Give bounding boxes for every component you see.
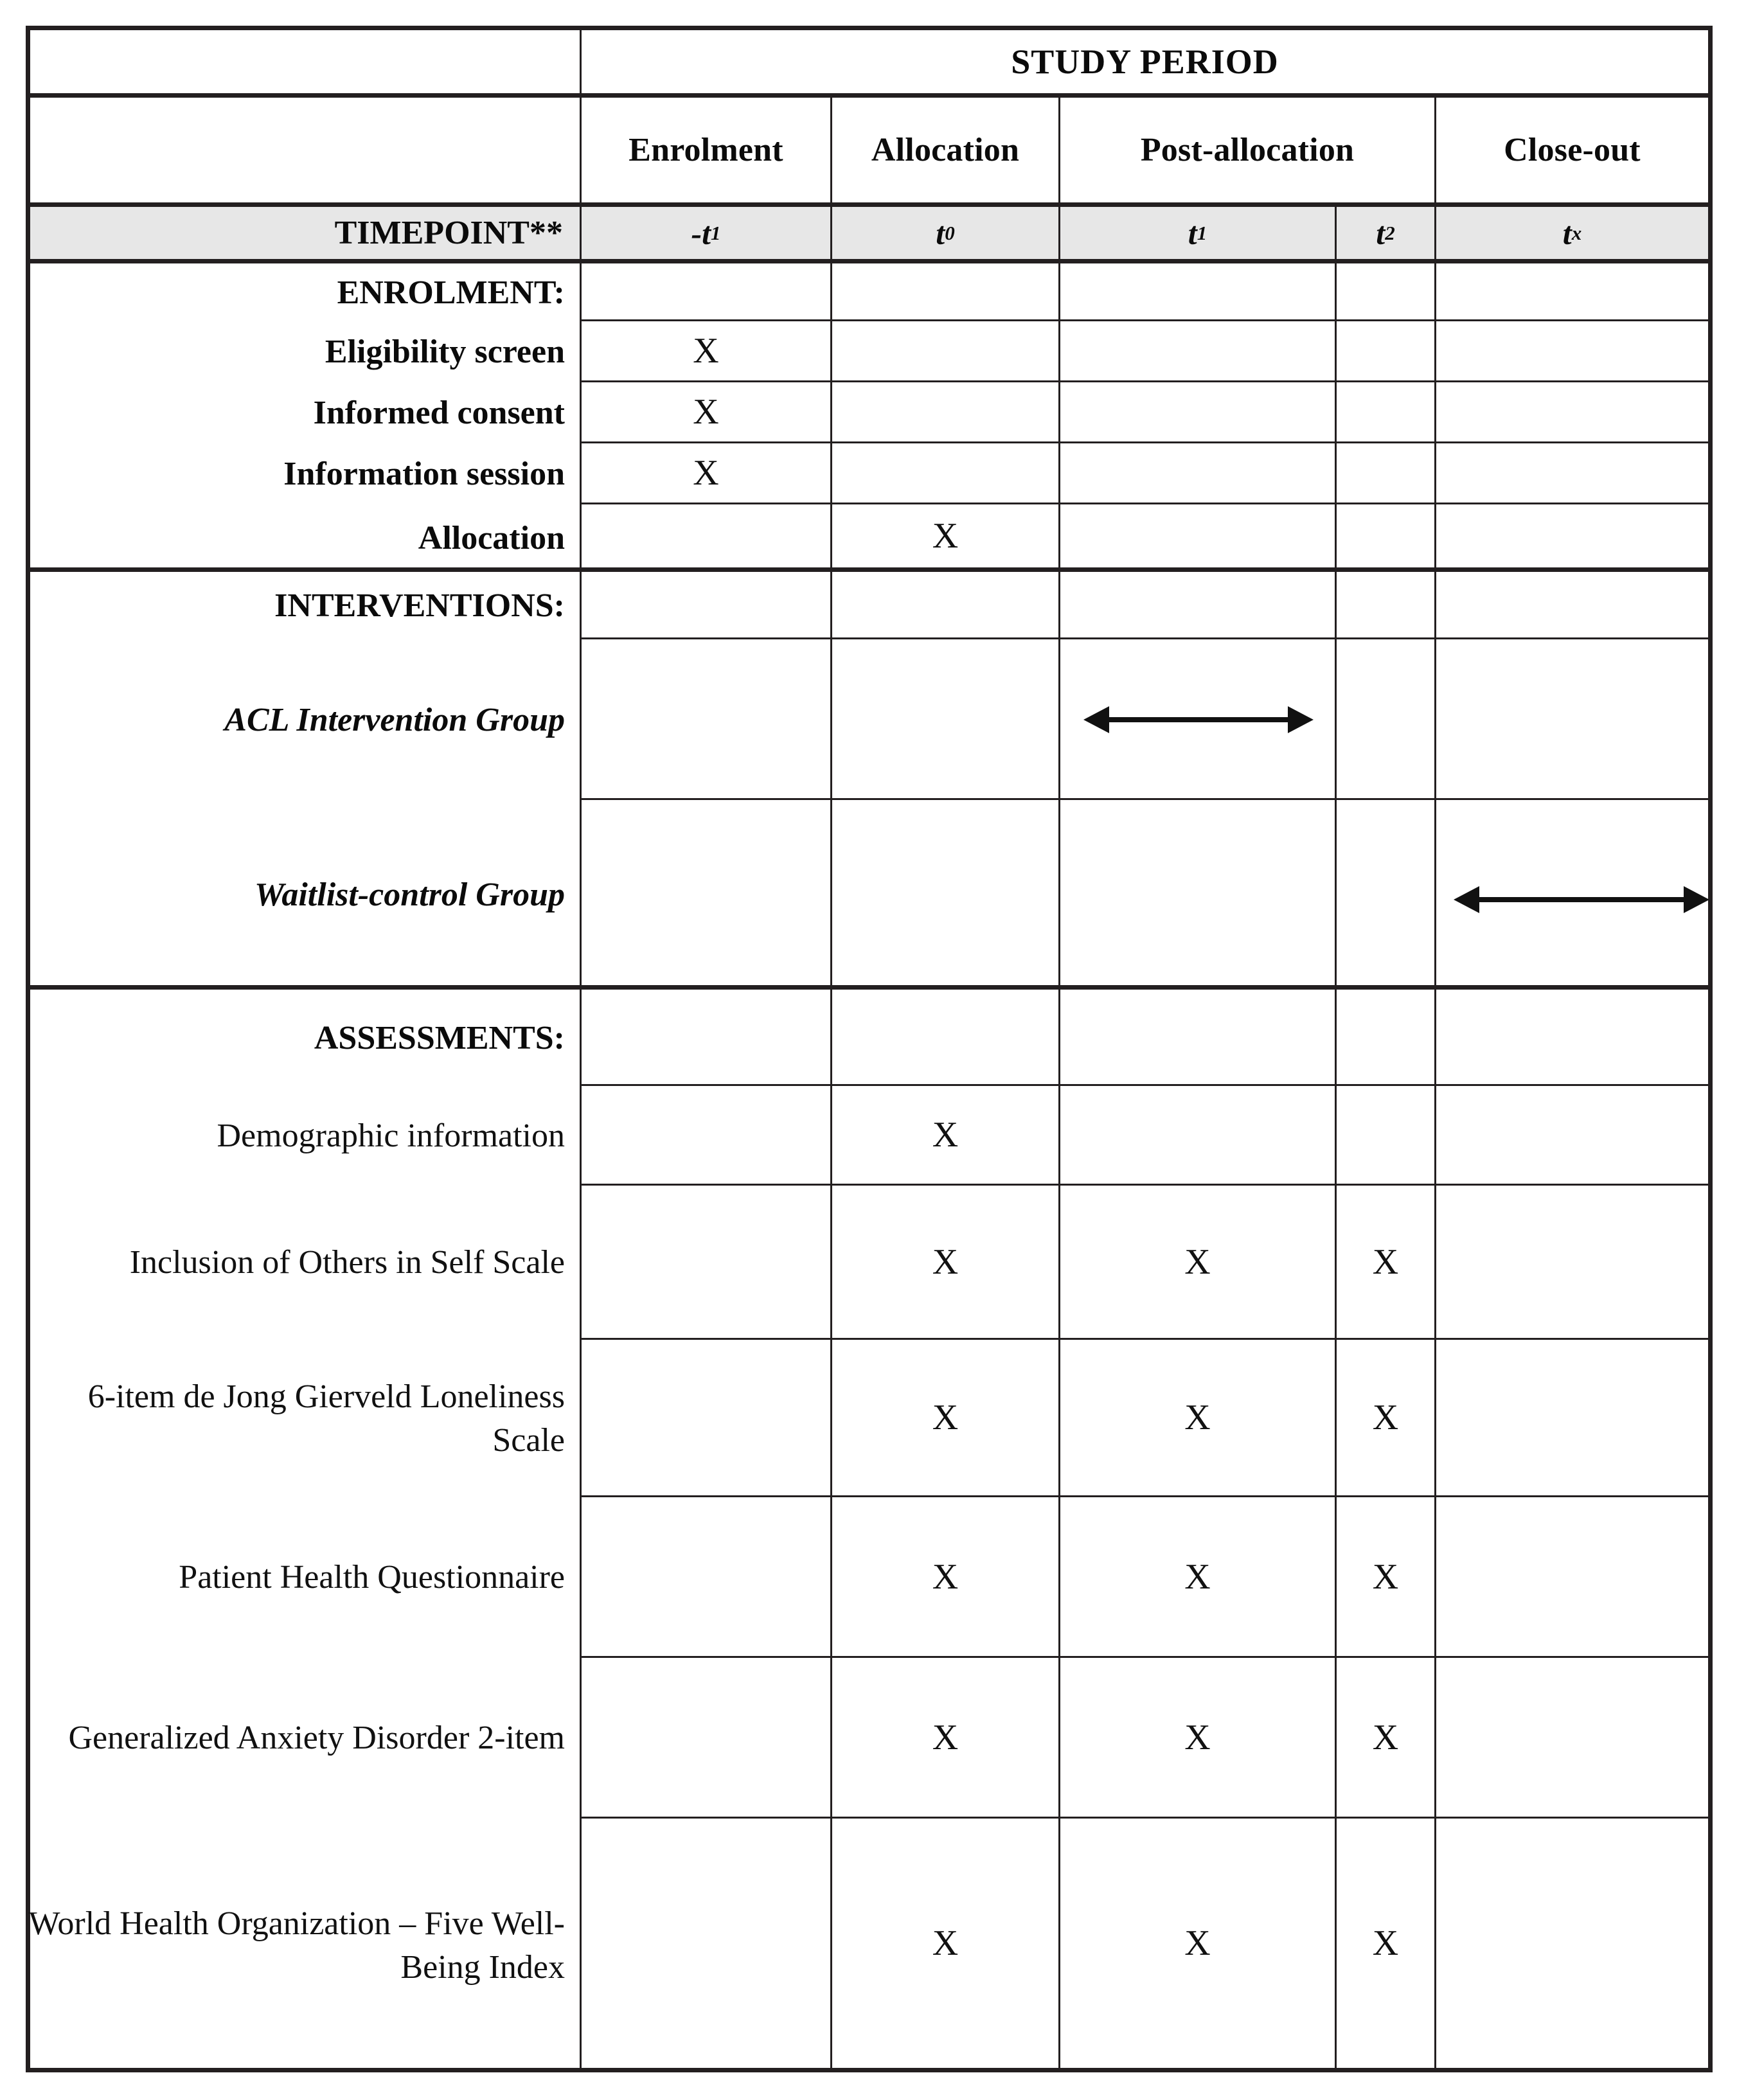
cell-blank	[1436, 443, 1713, 504]
timepoint-post-t2	[1337, 202, 1436, 263]
cell-demographic-information-allocation: X	[832, 1086, 1060, 1186]
cell-who-5-post-t2: X	[1337, 1819, 1436, 2072]
cell-blank	[1436, 1340, 1713, 1497]
cell-blank	[582, 1186, 832, 1340]
timepoint-enrolment	[582, 202, 832, 263]
cell-blank	[582, 263, 832, 321]
row-label-allocation: Allocation	[418, 520, 565, 556]
cell-blank	[1436, 990, 1713, 1086]
cell-inclusion-of-others-post-t2: X	[1337, 1186, 1436, 1340]
row-label-de-jong-gierveld-loneliness-scale: 6-item de Jong Gierveld Loneliness Scale	[87, 1378, 565, 1459]
cell-blank	[1337, 443, 1436, 504]
cell-blank	[1436, 263, 1713, 321]
cell-informed-consent-enrolment: X	[582, 382, 832, 443]
timepoint-enrolment-base: -t	[691, 215, 711, 251]
cell-blank	[582, 504, 832, 572]
section-heading-interventions: INTERVENTIONS:	[274, 587, 565, 624]
cell-who-5-post-t1: X	[1060, 1819, 1337, 2072]
spirit-schedule-table	[26, 26, 1713, 2072]
cell-patient-health-questionnaire-allocation: X	[832, 1497, 1060, 1658]
cell-blank	[582, 1086, 832, 1186]
cell-blank	[1337, 639, 1436, 800]
row-label-generalized-anxiety-disorder-2-item: Generalized Anxiety Disorder 2-item	[68, 1720, 565, 1757]
cell-blank	[1436, 1186, 1713, 1340]
cell-eligibility-screen-enrolment: X	[582, 321, 832, 382]
cell-blank	[832, 263, 1060, 321]
waitlist-control-duration-arrow	[1454, 879, 1709, 920]
cell-inclusion-of-others-post-t1: X	[1060, 1186, 1337, 1340]
cell-blank	[1337, 321, 1436, 382]
timepoint-close-out-sub: x	[1571, 221, 1582, 244]
cell-blank	[1436, 1819, 1713, 2072]
cell-de-jong-gierveld-post-t1: X	[1060, 1340, 1337, 1497]
cell-blank	[832, 639, 1060, 800]
timepoint-post-t1	[1060, 202, 1337, 263]
cell-blank	[1337, 263, 1436, 321]
row-label-eligibility-screen: Eligibility screen	[325, 334, 565, 370]
timepoint-close-out-base: t	[1562, 215, 1572, 251]
column-header-allocation: Allocation	[832, 93, 1060, 202]
column-header-post-allocation: Post-allocation	[1060, 93, 1436, 202]
cell-blank	[1060, 382, 1337, 443]
cell-blank	[1436, 1086, 1713, 1186]
timepoint-close-out	[1436, 202, 1713, 263]
timepoint-allocation-base: t	[936, 215, 945, 251]
cell-blank	[1060, 1086, 1337, 1186]
cell-blank	[832, 800, 1060, 990]
cell-blank	[1337, 572, 1436, 639]
cell-blank	[832, 382, 1060, 443]
cell-blank	[582, 1340, 832, 1497]
section-heading-assessments: ASSESSMENTS:	[314, 1019, 565, 1056]
row-label-informed-consent: Informed consent	[313, 395, 565, 431]
cell-blank	[1436, 382, 1713, 443]
cell-information-session-enrolment: X	[582, 443, 832, 504]
cell-blank	[1060, 443, 1337, 504]
cell-blank	[1436, 1658, 1713, 1819]
corner-blank-cell	[26, 26, 582, 93]
acl-intervention-duration-arrow	[1083, 699, 1314, 740]
row-label-information-session: Information session	[283, 456, 565, 492]
cell-blank	[582, 639, 832, 800]
row-label-waitlist-control-group: Waitlist-control Group	[254, 876, 565, 913]
column-header-enrolment: Enrolment	[582, 93, 832, 202]
cell-gad-2-post-t2: X	[1337, 1658, 1436, 1819]
timepoint-post-t2-sub: 2	[1385, 221, 1395, 244]
timepoint-allocation	[832, 202, 1060, 263]
cell-blank	[1337, 800, 1436, 990]
cell-blank	[832, 572, 1060, 639]
cell-blank	[1436, 1497, 1713, 1658]
timepoint-allocation-sub: 0	[945, 221, 955, 244]
timepoint-enrolment-sub: 1	[711, 221, 721, 244]
cell-blank	[1436, 572, 1713, 639]
cell-blank	[1337, 1086, 1436, 1186]
cell-inclusion-of-others-allocation: X	[832, 1186, 1060, 1340]
cell-who-5-allocation: X	[832, 1819, 1060, 2072]
cell-patient-health-questionnaire-post-t1: X	[1060, 1497, 1337, 1658]
cell-blank	[582, 1819, 832, 2072]
cell-blank	[1436, 321, 1713, 382]
cell-blank	[1060, 572, 1337, 639]
header-blank-cell	[26, 93, 582, 202]
cell-blank	[1060, 321, 1337, 382]
cell-de-jong-gierveld-post-t2: X	[1337, 1340, 1436, 1497]
column-header-close-out: Close-out	[1436, 93, 1713, 202]
cell-blank	[582, 800, 832, 990]
study-period-header: STUDY PERIOD	[582, 26, 1713, 93]
cell-blank	[1337, 990, 1436, 1086]
cell-blank	[1060, 800, 1337, 990]
cell-allocation-allocation: X	[832, 504, 1060, 572]
cell-blank	[582, 990, 832, 1086]
row-label-inclusion-of-others-in-self-scale: Inclusion of Others in Self Scale	[129, 1244, 565, 1281]
timepoint-post-t1-base: t	[1188, 215, 1197, 251]
cell-blank	[1436, 639, 1713, 800]
timepoint-post-t2-base: t	[1376, 215, 1385, 251]
section-heading-enrolment: ENROLMENT:	[337, 274, 565, 311]
row-label-acl-intervention-group: ACL Intervention Group	[224, 701, 565, 738]
row-label-demographic-information: Demographic information	[217, 1117, 565, 1154]
row-label-patient-health-questionnaire: Patient Health Questionnaire	[179, 1559, 565, 1596]
cell-blank	[1436, 504, 1713, 572]
cell-gad-2-allocation: X	[832, 1658, 1060, 1819]
cell-patient-health-questionnaire-post-t2: X	[1337, 1497, 1436, 1658]
cell-blank	[582, 1497, 832, 1658]
cell-blank	[1060, 263, 1337, 321]
cell-gad-2-post-t1: X	[1060, 1658, 1337, 1819]
cell-blank	[832, 443, 1060, 504]
row-label-who-five-well-being-index: World Health Organization – Five Well-Being Index	[28, 1905, 565, 1986]
timepoint-row-label: TIMEPOINT**	[26, 202, 582, 263]
cell-blank	[582, 1658, 832, 1819]
cell-blank	[582, 572, 832, 639]
cell-blank	[832, 321, 1060, 382]
cell-blank	[1060, 990, 1337, 1086]
cell-blank	[1337, 504, 1436, 572]
cell-de-jong-gierveld-allocation: X	[832, 1340, 1060, 1497]
cell-blank	[1337, 382, 1436, 443]
cell-blank	[1060, 504, 1337, 572]
cell-blank	[832, 990, 1060, 1086]
timepoint-post-t1-sub: 1	[1197, 221, 1207, 244]
